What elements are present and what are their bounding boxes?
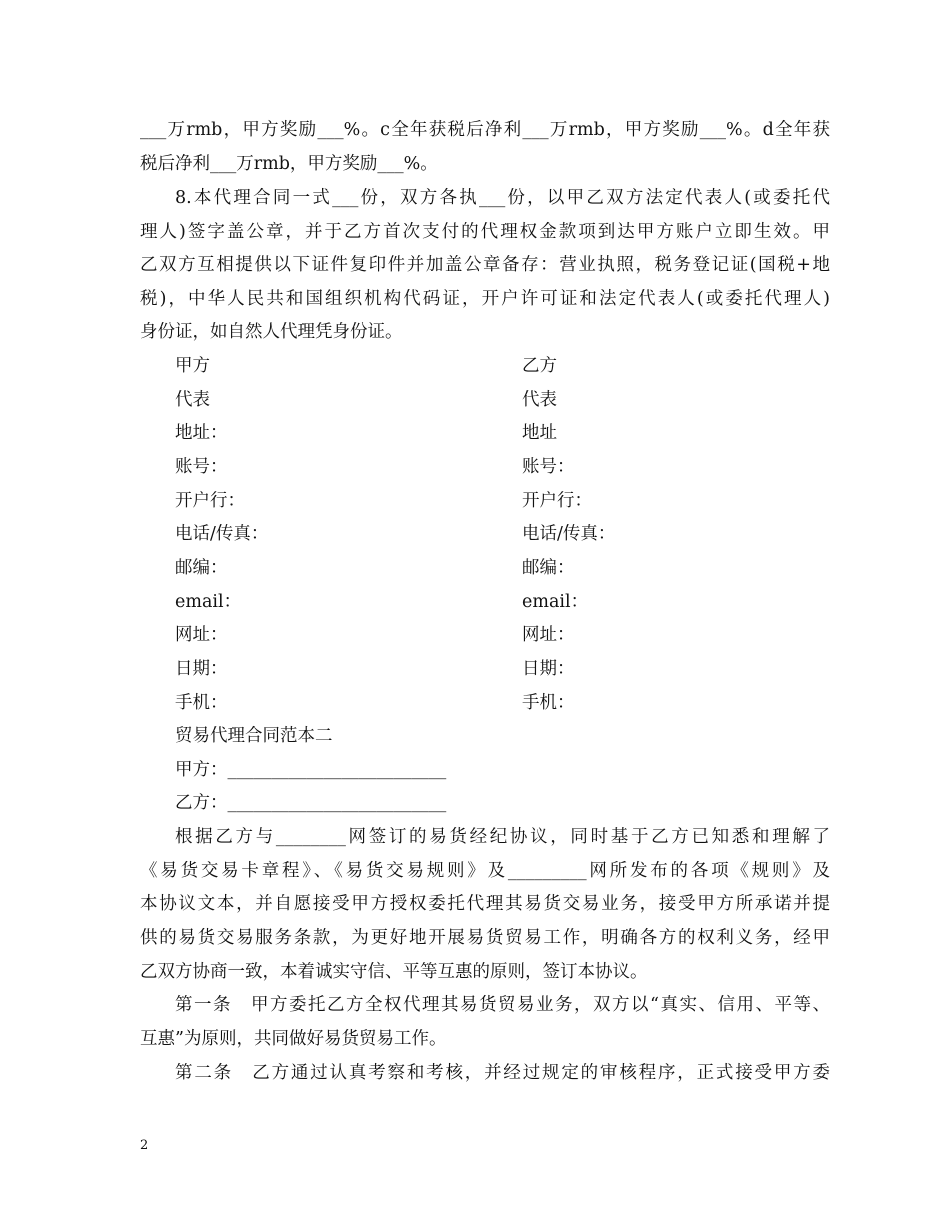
paragraph-line: 乙双方互相提供以下证件复印件并加盖公章备存：营业执照，税务登记证(国税+地 xyxy=(140,255,830,275)
party-b-field: email： xyxy=(522,592,589,612)
paragraph-line: 税后净利___万rmb，甲方奖励___%。 xyxy=(140,154,438,174)
party-a-field: 代表 xyxy=(175,390,210,410)
page-number: 2 xyxy=(140,1138,149,1153)
party-b-field: 地址 xyxy=(522,423,557,443)
party-b-field: 手机： xyxy=(522,693,575,713)
party-a-field: 开户行： xyxy=(175,491,245,511)
party-b-field: 日期： xyxy=(522,659,575,679)
article-line: 第一条 甲方委托乙方全权代理其易货贸易业务，双方以“真实、信用、平等、 xyxy=(175,995,830,1015)
paragraph-line: 税)，中华人民共和国组织机构代码证，开户许可证和法定代表人(或委托代理人) xyxy=(140,289,830,309)
paragraph-line: 根据乙方与________网签订的易货经纪协议，同时基于乙方已知悉和理解了 xyxy=(175,827,830,847)
party-b-field: 乙方 xyxy=(522,356,557,376)
party-a-field: 网址： xyxy=(175,625,228,645)
paragraph-line: ___万rmb，甲方奖励___%。c全年获税后净利___万rmb，甲方奖励___%。d全年获 xyxy=(140,120,830,140)
section-title: 贸易代理合同范本二 xyxy=(175,726,333,746)
paragraph-line: 身份证，如自然人代理凭身份证。 xyxy=(140,322,403,342)
article-line: 互惠”为原则，共同做好易货贸易工作。 xyxy=(140,1029,447,1049)
party-a-line: 甲方：_________________________ xyxy=(175,760,447,780)
party-a-field: 邮编： xyxy=(175,558,228,578)
party-a-field: 手机： xyxy=(175,693,228,713)
party-a-field: email： xyxy=(175,592,242,612)
paragraph-line: 8.本代理合同一式___份，双方各执___份，以甲乙双方法定代表人(或委托代 xyxy=(175,188,830,208)
party-a-field: 甲方 xyxy=(175,356,210,376)
party-a-field: 日期： xyxy=(175,659,228,679)
paragraph-line: 本协议文本，并自愿接受甲方授权委托代理其易货交易业务，接受甲方所承诺并提 xyxy=(140,894,830,914)
party-b-field: 邮编： xyxy=(522,558,575,578)
party-b-field: 账号： xyxy=(522,457,575,477)
paragraph-line: 《易货交易卡章程》、《易货交易规则》及_________网所发布的各项《规则》及 xyxy=(140,861,830,881)
paragraph-line: 乙双方协商一致，本着诚实守信、平等互惠的原则，签订本协议。 xyxy=(140,962,648,982)
party-a-field: 地址： xyxy=(175,423,228,443)
paragraph-line: 理人)签字盖公章，并于乙方首次支付的代理权金款项到达甲方账户立即生效。甲 xyxy=(140,222,830,242)
party-a-field: 账号： xyxy=(175,457,228,477)
article-line: 第二条 乙方通过认真考察和考核，并经过规定的审核程序，正式接受甲方委 xyxy=(175,1063,830,1083)
party-b-field: 代表 xyxy=(522,390,557,410)
party-b-field: 电话/传真： xyxy=(522,524,616,544)
party-a-field: 电话/传真： xyxy=(175,524,269,544)
party-b-field: 开户行： xyxy=(522,491,592,511)
paragraph-line: 供的易货交易服务条款，为更好地开展易货贸易工作，明确各方的权利义务，经甲 xyxy=(140,928,830,948)
party-b-field: 网址： xyxy=(522,625,575,645)
party-b-line: 乙方：_________________________ xyxy=(175,793,447,813)
